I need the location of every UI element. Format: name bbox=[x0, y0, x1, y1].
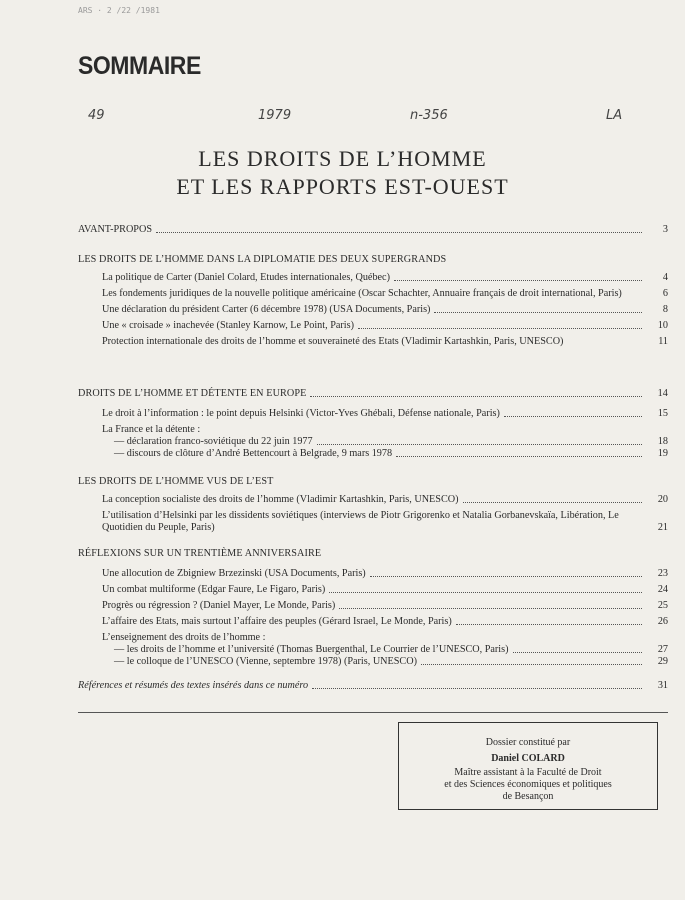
toc-entry-text: Protection internationale des droits de l’homme et souveraineté des Etats (Vladimir Kartashkin, Paris, UNESCO) bbox=[102, 336, 564, 347]
leader-dots bbox=[463, 502, 643, 503]
leader-dots bbox=[310, 396, 642, 397]
toc-page-number: 24 bbox=[657, 584, 668, 595]
toc-section-1 bbox=[78, 254, 668, 348]
toc-page-number: 3 bbox=[662, 224, 668, 235]
toc-entry-text: — le colloque de l’UNESCO (Vienne, septembre 1978) (Paris, UNESCO) bbox=[114, 656, 417, 667]
toc-page-number: 18 bbox=[657, 436, 668, 447]
toc-entry-text: L’utilisation d’Helsinki par les dissidents soviétiques (interviews de Piotr Grigorenko et Natalia Gorbanevskaïa, Libération, Le Quotidien du Peuple, Paris) bbox=[102, 510, 619, 533]
leader-dots bbox=[456, 624, 642, 625]
leader-dots bbox=[394, 280, 642, 281]
toc-section-2 bbox=[78, 388, 668, 460]
toc-page-number: 21 bbox=[657, 522, 668, 533]
leader-dots bbox=[329, 592, 642, 593]
handwritten-note-4: LA bbox=[606, 108, 623, 123]
toc-entry bbox=[78, 304, 668, 316]
handwritten-note-1: 49 bbox=[88, 108, 105, 123]
toc-section-4 bbox=[78, 548, 668, 668]
toc-page-number: 29 bbox=[657, 656, 668, 667]
toc-entry-text: La France et la détente : bbox=[102, 424, 201, 435]
handwritten-note-2: 1979 bbox=[258, 108, 292, 123]
toc-entry-text: AVANT-PROPOS bbox=[78, 224, 152, 235]
toc-page-number: 19 bbox=[657, 448, 668, 459]
leader-dots bbox=[317, 444, 642, 445]
page-title-line-2: ET LES RAPPORTS EST-OUEST bbox=[176, 174, 509, 199]
toc-entry-text: Une déclaration du président Carter (6 décembre 1978) (USA Documents, Paris) bbox=[102, 304, 431, 315]
toc-entry-text: — déclaration franco-soviétique du 22 juin 1977 bbox=[114, 436, 313, 447]
section-heading: RÉFLEXIONS SUR UN TRENTIÈME ANNIVERSAIRE bbox=[78, 548, 322, 559]
leader-dots bbox=[370, 576, 642, 577]
leader-dots bbox=[358, 328, 642, 329]
leader-dots bbox=[396, 456, 642, 457]
toc-references bbox=[78, 680, 668, 692]
page-title-line-1: LES DROITS DE L’HOMME bbox=[198, 146, 487, 171]
toc-entry bbox=[78, 568, 668, 580]
toc-page-number: 26 bbox=[657, 616, 668, 627]
toc-entry bbox=[78, 288, 668, 300]
leader-dots bbox=[421, 664, 642, 665]
toc-page-number: 6 bbox=[662, 288, 668, 299]
toc-entry-text: Une allocution de Zbigniew Brzezinski (USA Documents, Paris) bbox=[102, 568, 366, 579]
toc-entry bbox=[78, 656, 668, 668]
toc-entry-text: Une « croisade » inachevée (Stanley Karnow, Le Point, Paris) bbox=[102, 320, 354, 331]
toc-page-number: 23 bbox=[657, 568, 668, 579]
toc-entry bbox=[78, 644, 668, 656]
handwritten-note-3: n-356 bbox=[410, 108, 448, 123]
toc-entry-text: La politique de Carter (Daniel Colard, Etudes internationales, Québec) bbox=[102, 272, 390, 283]
toc-entry-text: — les droits de l’homme et l’université (Thomas Buergenthal, Le Courrier de l’UNESCO, Paris) bbox=[114, 644, 509, 655]
credit-affiliation-2: et des Sciences économiques et politiques bbox=[444, 779, 612, 790]
toc-entry-text: L’enseignement des droits de l’homme : bbox=[102, 632, 266, 643]
leader-dots bbox=[156, 232, 642, 233]
archive-stamp: ARS · 2 /22 /1981 bbox=[78, 6, 160, 15]
credit-intro: Dossier constitué par bbox=[485, 737, 571, 748]
toc-page-number: 15 bbox=[657, 408, 668, 419]
section-heading: DROITS DE L’HOMME ET DÉTENTE EN EUROPE bbox=[78, 388, 307, 399]
toc-page-number: 14 bbox=[657, 388, 668, 399]
toc-entry bbox=[78, 272, 668, 284]
toc-entry-text: Le droit à l’information : le point depuis Helsinki (Victor-Yves Ghébali, Défense nationale, Paris) bbox=[102, 408, 500, 419]
toc-entry bbox=[78, 424, 668, 436]
section-heading-row bbox=[78, 388, 668, 400]
toc-section-3 bbox=[78, 476, 668, 534]
toc-entry-text: Références et résumés des textes insérés dans ce numéro bbox=[78, 680, 309, 691]
toc-page-number: 25 bbox=[657, 600, 668, 611]
toc-entry-text: — discours de clôture d’André Bettencourt à Belgrade, 9 mars 1978 bbox=[114, 448, 393, 459]
toc-page-number: 11 bbox=[658, 336, 668, 347]
credit-author-name: Daniel COLARD bbox=[491, 753, 565, 764]
toc-entry-text: Les fondements juridiques de la nouvelle politique américaine (Oscar Schachter, Annuaire français de droit international, Paris) bbox=[102, 288, 622, 299]
credit-affiliation-1: Maître assistant à la Faculté de Droit bbox=[454, 767, 602, 778]
leader-dots bbox=[312, 688, 642, 689]
toc-entry bbox=[78, 616, 668, 628]
leader-dots bbox=[434, 312, 642, 313]
leader-dots bbox=[339, 608, 642, 609]
toc-entry bbox=[78, 510, 668, 534]
section-label-sommaire: SOMMAIRE bbox=[78, 52, 201, 80]
toc-entry bbox=[78, 632, 668, 644]
section-heading: LES DROITS DE L’HOMME VUS DE L’EST bbox=[78, 476, 274, 487]
toc-entry bbox=[78, 436, 668, 448]
toc-entry-text: Progrès ou régression ? (Daniel Mayer, Le Monde, Paris) bbox=[102, 600, 336, 611]
divider-rule bbox=[78, 712, 668, 713]
toc-avant-propos bbox=[78, 224, 668, 236]
toc-page-number: 10 bbox=[657, 320, 668, 331]
toc-entry bbox=[78, 336, 668, 348]
toc-page-number: 8 bbox=[662, 304, 668, 315]
toc-entry-text: Un combat multiforme (Edgar Faure, Le Figaro, Paris) bbox=[102, 584, 326, 595]
section-heading: LES DROITS DE L’HOMME DANS LA DIPLOMATIE DES DEUX SUPERGRANDS bbox=[78, 254, 447, 265]
leader-dots bbox=[513, 652, 643, 653]
toc-entry bbox=[78, 600, 668, 612]
toc-page-number: 31 bbox=[657, 680, 668, 691]
toc-entry bbox=[78, 320, 668, 332]
toc-entry-text: La conception socialiste des droits de l’homme (Vladimir Kartashkin, Paris, UNESCO) bbox=[102, 494, 459, 505]
leader-dots bbox=[504, 416, 642, 417]
toc-page-number: 4 bbox=[662, 272, 668, 283]
toc-entry-text: L’affaire des Etats, mais surtout l’affaire des peuples (Gérard Israel, Le Monde, Paris) bbox=[102, 616, 452, 627]
toc-entry bbox=[78, 408, 668, 420]
toc-entry bbox=[78, 584, 668, 596]
toc-page-number: 27 bbox=[657, 644, 668, 655]
toc-page-number: 20 bbox=[657, 494, 668, 505]
toc-entry bbox=[78, 448, 668, 460]
toc-entry bbox=[78, 494, 668, 506]
credit-box bbox=[398, 722, 658, 810]
credit-affiliation-3: de Besançon bbox=[502, 791, 554, 802]
